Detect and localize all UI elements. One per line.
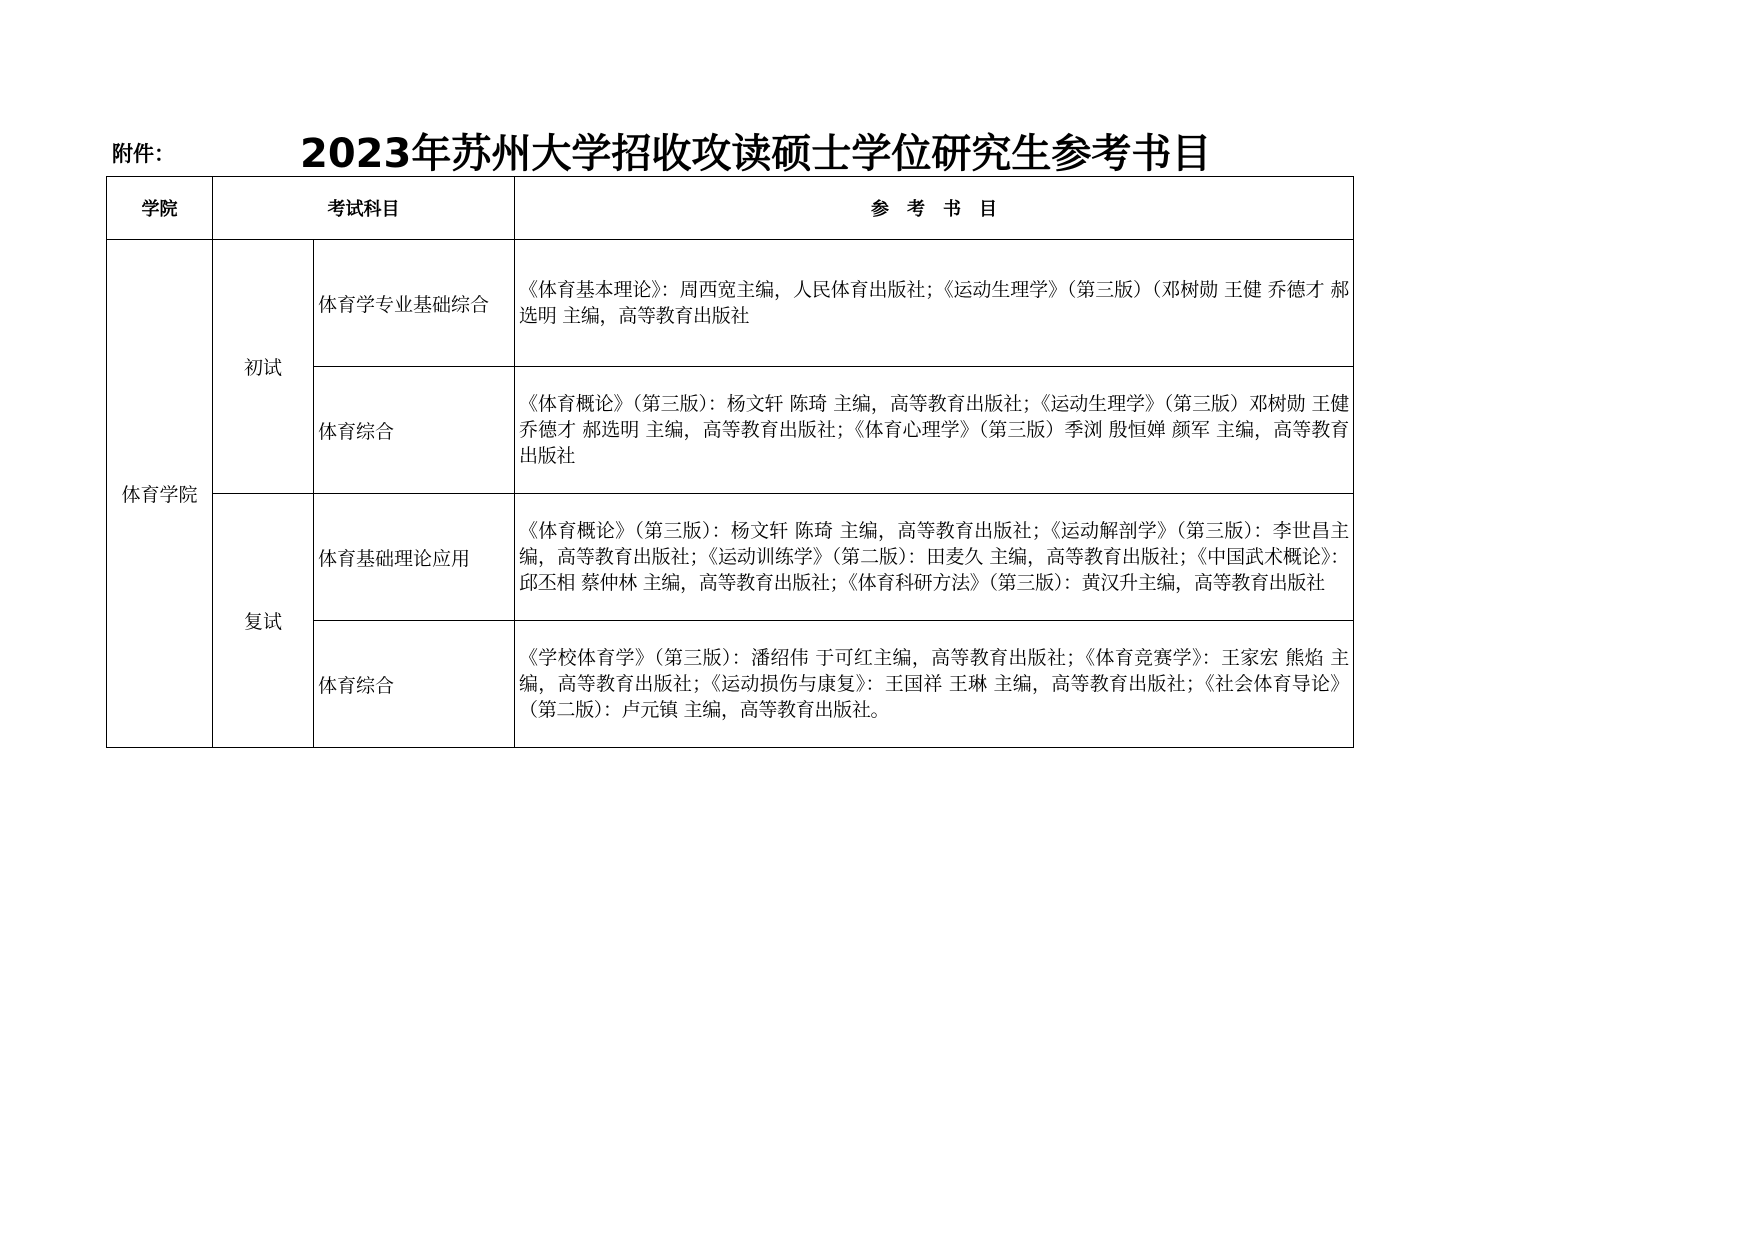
- books-cell: 《体育基本理论》：周西宽主编，人民体育出版社；《运动生理学》（第三版）（邓树勋 王健 乔德才 郝选明 主编，高等教育出版社: [515, 240, 1354, 367]
- subject-cell: 体育学专业基础综合: [314, 240, 515, 367]
- table-row: [107, 494, 1354, 621]
- books-cell: 《学校体育学》（第三版）：潘绍伟 于可红主编，高等教育出版社；《体育竞赛学》：王家宏 熊焰 主编，高等教育出版社；《运动损伤与康复》：王国祥 王琳 主编，高等教育出版社；《社会体育导论》（第二版）：卢元镇 主编，高等教育出版社。: [515, 621, 1354, 748]
- college-cell: 体育学院: [107, 240, 213, 748]
- attachment-label: 附件：: [112, 142, 175, 166]
- subject-cell: 体育综合: [314, 367, 515, 494]
- subject-cell: 体育基础理论应用: [314, 494, 515, 621]
- table-row: [107, 240, 1354, 367]
- table-header-row: [107, 177, 1354, 240]
- header-subject: 考试科目: [213, 177, 515, 240]
- stage-cell-preliminary: 初试: [213, 240, 314, 494]
- reference-book-table: [106, 176, 1354, 748]
- subject-cell: 体育综合: [314, 621, 515, 748]
- header-books: 参 考 书 目: [515, 177, 1354, 240]
- books-cell: 《体育概论》（第三版）：杨文轩 陈琦 主编，高等教育出版社；《运动解剖学》（第三版）：李世昌主编，高等教育出版社；《运动训练学》（第二版）：田麦久 主编，高等教育出版社；《中国武术概论》：邱丕相 蔡仲林 主编，高等教育出版社；《体育科研方法》（第三版）：黄汉升主编，高等教育出版社: [515, 494, 1354, 621]
- header-college: 学院: [107, 177, 213, 240]
- books-cell: 《体育概论》（第三版）：杨文轩 陈琦 主编，高等教育出版社；《运动生理学》（第三版）邓树勋 王健 乔德才 郝选明 主编，高等教育出版社；《体育心理学》（第三版）季浏 殷恒婵 颜军 主编，高等教育出版社: [515, 367, 1354, 494]
- page-title: 2023年苏州大学招收攻读硕士学位研究生参考书目: [300, 131, 1212, 177]
- stage-cell-retest: 复试: [213, 494, 314, 748]
